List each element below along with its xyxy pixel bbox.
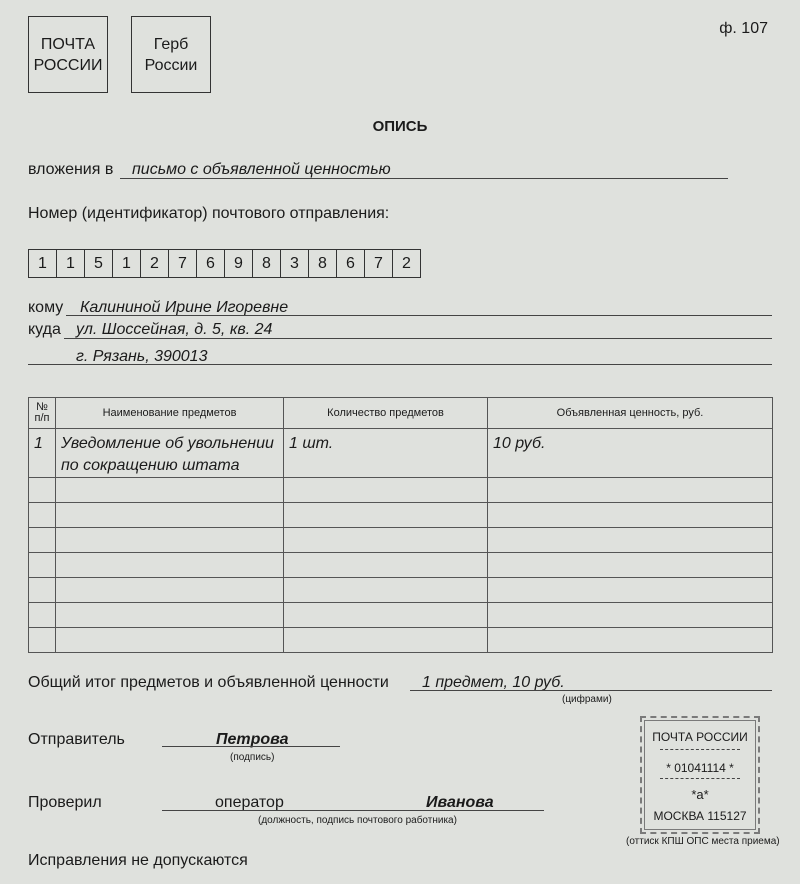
recipient-to-value: Калининой Ирине Игоревне xyxy=(80,299,289,316)
recipient-where-line xyxy=(64,338,772,339)
cell-name xyxy=(56,628,284,653)
emblem-box xyxy=(131,16,211,93)
cell-quantity: 1 шт. xyxy=(284,429,488,478)
col-header-number: № п/п xyxy=(29,398,56,429)
col-header-name: Наименование предметов xyxy=(56,398,284,429)
tracking-digit: 8 xyxy=(309,250,337,278)
cell-value xyxy=(488,553,773,578)
col-header-value: Объявленная ценность, руб. xyxy=(488,398,773,429)
cell-value xyxy=(488,478,773,503)
emblem-text: Герб России xyxy=(144,35,198,74)
cell-number xyxy=(29,553,56,578)
cell-name: Уведомление об увольнении по сокращению штата xyxy=(56,429,284,478)
cell-name xyxy=(56,603,284,628)
table-row xyxy=(29,503,773,528)
form-code: ф. 107 xyxy=(719,20,768,37)
cell-name xyxy=(56,478,284,503)
cell-quantity xyxy=(284,628,488,653)
tracking-digit: 7 xyxy=(365,250,393,278)
tracking-digit: 1 xyxy=(57,250,85,278)
table-row xyxy=(29,578,773,603)
corrections-note: Исправления не допускаются xyxy=(28,852,248,869)
cell-name xyxy=(56,528,284,553)
tracking-digit: 6 xyxy=(197,250,225,278)
tracking-digit: 2 xyxy=(141,250,169,278)
sender-signature: Петрова xyxy=(216,731,289,748)
cell-value xyxy=(488,503,773,528)
recipient-city-value: г. Рязань, 390013 xyxy=(76,348,208,365)
post-russia-box xyxy=(28,16,108,93)
tracking-digit: 1 xyxy=(29,250,57,278)
cell-number xyxy=(29,578,56,603)
table-row xyxy=(29,553,773,578)
checked-label: Проверил xyxy=(28,794,102,811)
attachment-line xyxy=(120,178,728,179)
cell-number xyxy=(29,478,56,503)
cell-quantity xyxy=(284,578,488,603)
checked-hint: (должность, подпись почтового работника) xyxy=(258,815,457,826)
post-russia-text: ПОЧТА РОССИИ xyxy=(33,35,103,74)
cell-name xyxy=(56,578,284,603)
items-table xyxy=(28,397,773,653)
stamp-line-2: * 01041114 * xyxy=(666,761,734,775)
cell-quantity xyxy=(284,528,488,553)
tracking-digit: 5 xyxy=(85,250,113,278)
recipient-to-line xyxy=(66,315,772,316)
cell-name xyxy=(56,503,284,528)
tracking-digit: 7 xyxy=(169,250,197,278)
post-office-stamp xyxy=(640,716,760,834)
cell-quantity xyxy=(284,503,488,528)
cell-quantity xyxy=(284,478,488,503)
stamp-line-3: *а* xyxy=(691,787,709,802)
total-value: 1 предмет, 10 руб. xyxy=(422,674,565,691)
attachment-label: вложения в xyxy=(28,161,114,178)
sender-hint: (подпись) xyxy=(230,752,275,763)
table-row xyxy=(29,429,773,478)
stamp-line-4: МОСКВА 115127 xyxy=(653,809,747,823)
cell-value xyxy=(488,528,773,553)
stamp-divider xyxy=(660,778,740,779)
tracking-label: Номер (идентификатор) почтового отправления: xyxy=(28,205,390,222)
tracking-digit: 2 xyxy=(393,250,421,278)
tracking-digit: 9 xyxy=(225,250,253,278)
document-title: ОПИСЬ xyxy=(372,118,428,135)
recipient-where-label: куда xyxy=(28,321,61,338)
cell-number xyxy=(29,503,56,528)
total-hint: (цифрами) xyxy=(562,694,612,705)
cell-number xyxy=(29,528,56,553)
recipient-to-label: кому xyxy=(28,299,64,316)
tracking-digit: 1 xyxy=(113,250,141,278)
cell-name xyxy=(56,553,284,578)
recipient-where-value: ул. Шоссейная, д. 5, кв. 24 xyxy=(76,321,273,338)
cell-value xyxy=(488,628,773,653)
stamp-divider xyxy=(660,749,740,750)
cell-number xyxy=(29,603,56,628)
tracking-digit: 8 xyxy=(253,250,281,278)
cell-value xyxy=(488,603,773,628)
table-row xyxy=(29,603,773,628)
tracking-number-cells xyxy=(28,249,421,278)
cell-value: 10 руб. xyxy=(488,429,773,478)
sender-label: Отправитель xyxy=(28,731,125,748)
recipient-city-line xyxy=(28,364,772,365)
tracking-digit: 3 xyxy=(281,250,309,278)
cell-number: 1 xyxy=(29,429,56,478)
attachment-value: письмо с объявленной ценностью xyxy=(132,161,391,178)
col-header-quantity: Количество предметов xyxy=(284,398,488,429)
checked-position: оператор xyxy=(215,794,284,811)
cell-value xyxy=(488,578,773,603)
table-row xyxy=(29,478,773,503)
cell-quantity xyxy=(284,553,488,578)
stamp-line-1: ПОЧТА РОССИИ xyxy=(652,730,748,744)
total-line xyxy=(410,690,772,691)
total-label: Общий итог предметов и объявленной ценности xyxy=(28,674,389,691)
tracking-digit: 6 xyxy=(337,250,365,278)
cell-quantity xyxy=(284,603,488,628)
table-row xyxy=(29,628,773,653)
checked-signature: Иванова xyxy=(426,794,494,811)
checked-signature-line xyxy=(162,810,544,811)
table-row xyxy=(29,528,773,553)
cell-number xyxy=(29,628,56,653)
sender-signature-line xyxy=(162,746,340,747)
stamp-caption: (оттиск КПШ ОПС места приема) xyxy=(626,836,780,847)
